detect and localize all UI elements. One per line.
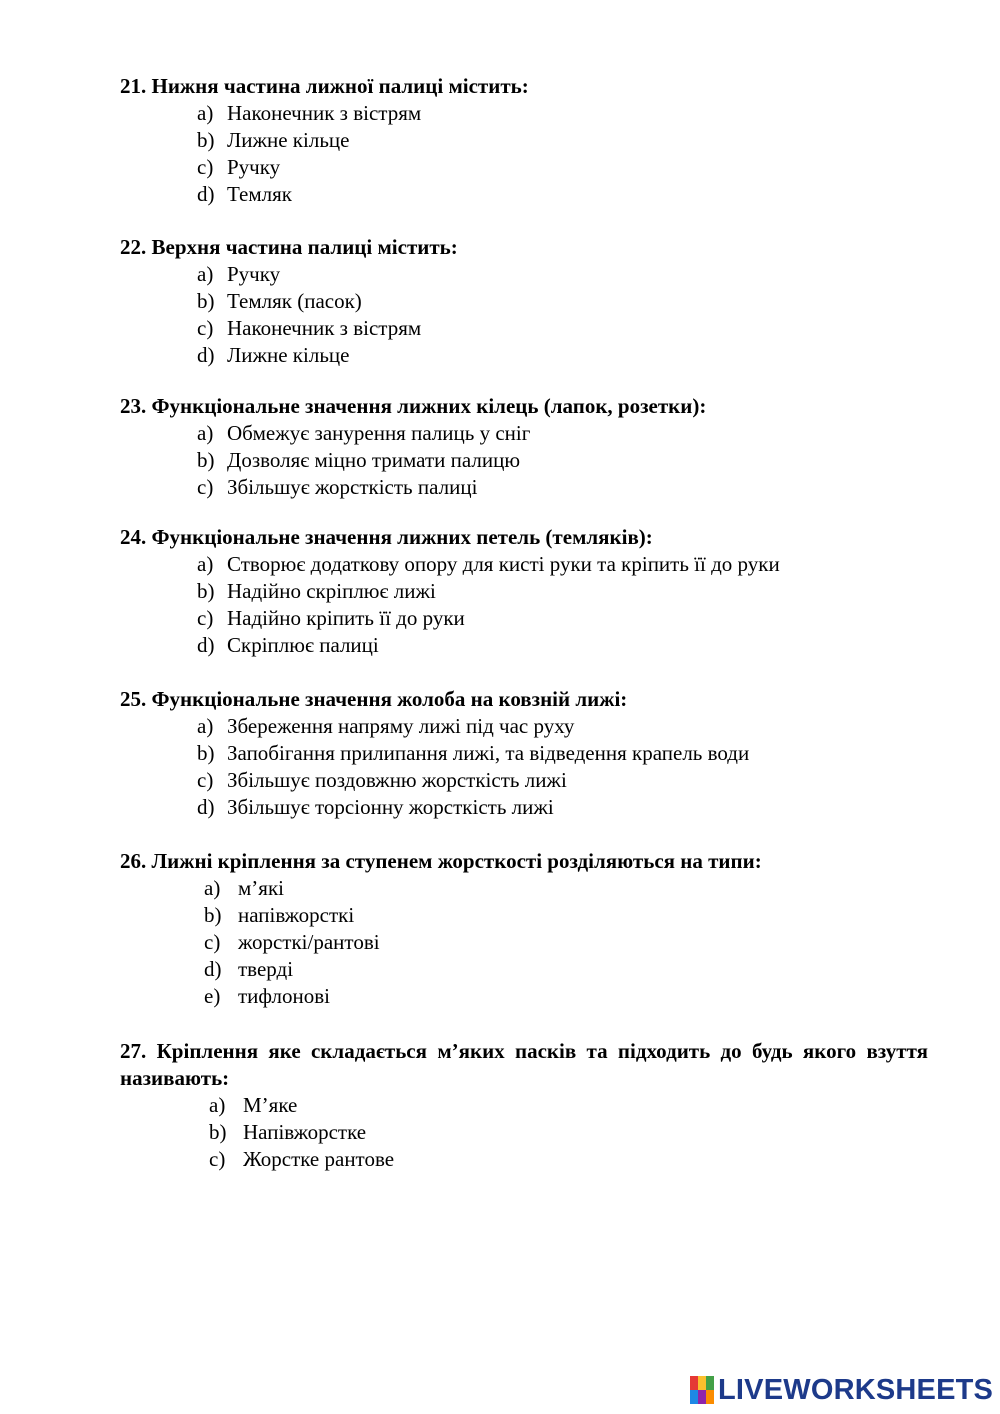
option-text: Наконечник з вістрям bbox=[227, 316, 422, 340]
options-list bbox=[120, 100, 928, 208]
option-letter: d) bbox=[197, 795, 215, 819]
option-text: Темляк (пасок) bbox=[227, 289, 362, 313]
option-letter: d) bbox=[204, 957, 222, 981]
option-d[interactable] bbox=[120, 794, 928, 821]
option-d[interactable] bbox=[120, 632, 928, 659]
option-b[interactable] bbox=[120, 447, 928, 474]
option-letter: d) bbox=[197, 343, 215, 367]
option-d[interactable] bbox=[120, 956, 928, 983]
option-c[interactable] bbox=[120, 315, 928, 342]
logo-square bbox=[698, 1390, 706, 1404]
option-letter: a) bbox=[197, 421, 214, 445]
option-letter: b) bbox=[197, 289, 215, 313]
question-22 bbox=[120, 234, 928, 369]
option-letter: b) bbox=[197, 448, 215, 472]
option-letter: b) bbox=[197, 579, 215, 603]
options-list bbox=[120, 261, 928, 369]
option-a[interactable] bbox=[120, 100, 928, 127]
option-text: Жорстке рантове bbox=[243, 1147, 395, 1171]
option-letter: b) bbox=[197, 741, 215, 765]
logo-square bbox=[706, 1376, 714, 1390]
option-letter: e) bbox=[204, 984, 221, 1008]
option-text: тифлонові bbox=[238, 984, 330, 1008]
option-text: Лижне кільце bbox=[227, 128, 350, 152]
option-text: Збільшує поздовжню жорсткість лижі bbox=[227, 768, 567, 792]
option-text: Дозволяє міцно тримати палицю bbox=[227, 448, 521, 472]
option-letter: c) bbox=[204, 930, 221, 954]
question-24 bbox=[120, 524, 928, 659]
option-letter: b) bbox=[197, 128, 215, 152]
option-text: Обмежує занурення палиць у сніг bbox=[227, 421, 531, 445]
question-23 bbox=[120, 393, 928, 501]
option-letter: c) bbox=[197, 475, 214, 499]
option-text: Збереження напряму лижі під час руху bbox=[227, 714, 575, 738]
option-c[interactable] bbox=[120, 1146, 928, 1173]
option-c[interactable] bbox=[120, 929, 928, 956]
option-letter: c) bbox=[197, 768, 214, 792]
option-c[interactable] bbox=[120, 605, 928, 632]
option-letter: c) bbox=[197, 155, 214, 179]
option-text: Наконечник з вістрям bbox=[227, 101, 422, 125]
option-letter: d) bbox=[197, 182, 215, 206]
question-21 bbox=[120, 73, 928, 208]
question-title: 27. Кріплення яке складається м’яких пасків та підходить до будь якого взуття називають: bbox=[120, 1039, 928, 1090]
option-a[interactable] bbox=[120, 551, 928, 578]
logo-square bbox=[706, 1390, 714, 1404]
option-a[interactable] bbox=[120, 1092, 928, 1119]
option-letter: a) bbox=[197, 714, 214, 738]
question-title: 23. Функціональне значення лижних кілець (лапок, розетки): bbox=[120, 394, 707, 418]
options-list bbox=[120, 1092, 928, 1173]
question-title: 21. Нижня частина лижної палиці містить: bbox=[120, 74, 529, 98]
option-letter: a) bbox=[197, 552, 214, 576]
option-a[interactable] bbox=[120, 713, 928, 740]
option-letter: d) bbox=[197, 633, 215, 657]
option-c[interactable] bbox=[120, 154, 928, 181]
question-title: 25. Функціональне значення жолоба на ковзній лижі: bbox=[120, 687, 628, 711]
option-b[interactable] bbox=[120, 127, 928, 154]
option-letter: a) bbox=[204, 876, 221, 900]
option-letter: c) bbox=[197, 316, 214, 340]
option-text: М’яке bbox=[243, 1093, 298, 1117]
option-text: жорсткі/рантові bbox=[238, 930, 380, 954]
logo-square bbox=[698, 1376, 706, 1390]
option-c[interactable] bbox=[120, 474, 928, 501]
liveworksheets-logo-icon bbox=[690, 1376, 714, 1404]
option-text: Збільшує торсіонну жорсткість лижі bbox=[227, 795, 554, 819]
option-text: Напівжорстке bbox=[243, 1120, 367, 1144]
question-26 bbox=[120, 848, 928, 1010]
question-27 bbox=[120, 1038, 928, 1173]
option-a[interactable] bbox=[120, 261, 928, 288]
option-text: Лижне кільце bbox=[227, 343, 350, 367]
logo-square bbox=[690, 1376, 698, 1390]
options-list bbox=[120, 713, 928, 821]
option-letter: a) bbox=[197, 101, 214, 125]
question-title: 24. Функціональне значення лижних петель (темляків): bbox=[120, 525, 653, 549]
option-text: м’які bbox=[238, 876, 284, 900]
option-letter: c) bbox=[197, 606, 214, 630]
options-list bbox=[120, 551, 928, 659]
option-a[interactable] bbox=[120, 875, 928, 902]
liveworksheets-logo[interactable] bbox=[690, 1374, 993, 1406]
option-text: Надійно кріпить її до руки bbox=[227, 606, 465, 630]
option-b[interactable] bbox=[120, 1119, 928, 1146]
option-text: Темляк bbox=[227, 182, 292, 206]
options-list bbox=[120, 420, 928, 501]
option-letter: c) bbox=[209, 1147, 226, 1171]
option-d[interactable] bbox=[120, 181, 928, 208]
question-title: 22. Верхня частина палиці містить: bbox=[120, 235, 458, 259]
option-text: Створює додаткову опору для кисті руки та кріпить її до руки bbox=[227, 552, 780, 576]
option-text: Скріплює палиці bbox=[227, 633, 379, 657]
option-text: тверді bbox=[238, 957, 294, 981]
option-a[interactable] bbox=[120, 420, 928, 447]
question-title: 26. Лижні кріплення за ступенем жорсткості розділяються на типи: bbox=[120, 849, 762, 873]
logo-square bbox=[690, 1390, 698, 1404]
question-25 bbox=[120, 686, 928, 821]
option-letter: a) bbox=[209, 1093, 226, 1117]
option-e[interactable] bbox=[120, 983, 928, 1010]
option-letter: a) bbox=[197, 262, 214, 286]
option-b[interactable] bbox=[120, 902, 928, 929]
option-c[interactable] bbox=[120, 767, 928, 794]
options-list bbox=[120, 875, 928, 1010]
option-text: Ручку bbox=[227, 155, 281, 179]
option-text: напівжорсткі bbox=[238, 903, 355, 927]
option-text: Ручку bbox=[227, 262, 281, 286]
option-letter: b) bbox=[209, 1120, 227, 1144]
option-b[interactable] bbox=[120, 740, 928, 767]
option-b[interactable] bbox=[120, 578, 928, 605]
option-letter: b) bbox=[204, 903, 222, 927]
option-text: Запобігання прилипання лижі, та відведення крапель води bbox=[227, 741, 750, 765]
option-b[interactable] bbox=[120, 288, 928, 315]
option-text: Надійно скріплює лижі bbox=[227, 579, 436, 603]
option-d[interactable] bbox=[120, 342, 928, 369]
option-text: Збільшує жорсткість палиці bbox=[227, 475, 478, 499]
logo-text: LIVEWORKSHEETS bbox=[718, 1373, 994, 1406]
